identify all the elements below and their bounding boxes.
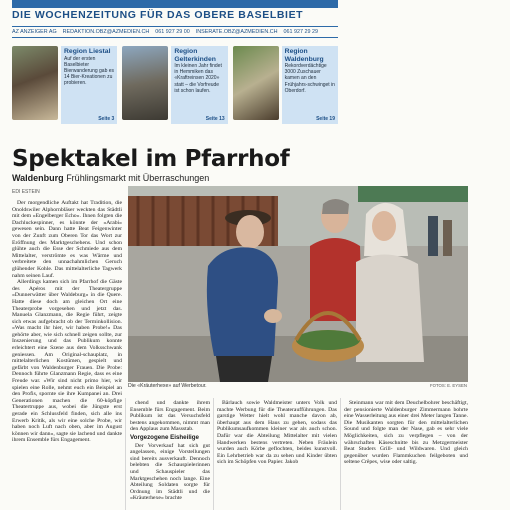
teaser-title: Region Gelterkinden bbox=[174, 48, 216, 63]
column-rule bbox=[340, 398, 341, 510]
teaser-strip bbox=[12, 46, 338, 124]
ads-email: INSERATE.OBZ@AZMEDIEN.CH bbox=[195, 29, 278, 35]
article-paragraph: Steinmann war mit dem Deuchelbohrer beschäftigt, der pensionierte Waldenburger Zimmermann bohrte eine Wasserleitung aus einer drei Meter langen Tanne. Die Musikanten sorgten für den mittelalterlichen Sound und folgte man der Nase, gab es sehr viele Möglichkeiten, sich zu verpflegen – von der währschaften Käseschnitte bis zu Metzgermeister Beat Studers Grill- und Wildwaren. Und gleich gegenüber wurden Flammkuchen feilgeboten und seltene Crêpes, wise oder saltig. bbox=[344, 400, 468, 466]
teaser-photo bbox=[233, 46, 279, 120]
photo-caption: Die «Kräuterhexe» auf Werbetour. bbox=[128, 383, 207, 389]
article-column-2 bbox=[130, 400, 210, 510]
masthead-contacts bbox=[12, 26, 338, 38]
article-paragraph: Der morgendliche Auftakt hat Tradition, die Onoldswiler Alphornbläser weckten das Städtli mit dem «Engelberger Echo». Ihnen folgten die Dachluckespinner, es könnte der «Arabi» gewesen sein. Dann hatte Beat Feigenwinter von der Zunft zum Oberen Tor das Wort zur Eröffnung des Marktgeschehens. Und schon glühte auch die Esse der Schmiede aus dem Mittelalter, verströmte es was Wärme und verbreitete den unnachahmlichen Geruch glühender Kohle. Das mittelalterliche Tagwerk nahm seinen Lauf. bbox=[12, 200, 122, 279]
teaser-text: Auf der ersten Baselbieter Bierwanderung gab es 14 Bier-Kreationen zu probieren. bbox=[64, 55, 115, 87]
article-location: Waldenburg bbox=[12, 173, 64, 183]
teaser-box bbox=[171, 46, 227, 124]
market-scene-illustration bbox=[128, 186, 468, 382]
teaser-title: Region Liestal bbox=[64, 48, 111, 55]
teaser-gelterkinden[interactable] bbox=[122, 46, 227, 124]
teaser-text: Im kleinen Jahr findet in Hemmiken das «Kraftreinsen 2020» statt – die Vorfreude ist schon laufen. bbox=[174, 63, 222, 94]
editorial-email: REDAKTION.OBZ@AZMEDIEN.CH bbox=[62, 29, 150, 35]
article-paragraph: Allerdings kamen sich im Pfarrhof die Gäste des Apéros mit der Theatergruppe «Dunnerwätter über Waldeburg» in die Quere. Hatte diese doch am gleichen Ort eine Theaterprobe vorgesehen und jetzt das. Manuela Glanzmann, die Regie führt, zeigte sich etwas aufgebracht ob der Terminkollision. «Was macht ihr hier, wir haben Probe!» Das gehörte aber, wie sich schnell zeigen sollte, zur Inszenierung und das Publikum konnte erleichtert eine Szene aus dem Volksschwank geniessen. Am Original-schauplatz, in mittelalterlichen Kostümen, gespielt und gefärbt von Waldenburger Frauen. Die Probe: Dennoch führte Glanzmann Regie, dass es eine Freude war. «Wir sind nicht primo hier, wir spielen eine Rolle, nehmt euch ein Beispiel an den Profis, spornte sie ihre Kumpanei an. Drei Generationen machen die 60-köpfige Theatertruppe aus, wobei die Jüngste erst gerade ein Schlussfeld finden, sich alle ins Erwerb Kritik, als wir eine solche Probe, wir haben noch Luft nach oben, aber im August können wir dann», sagte sie lachend und dankte ihrem Ensemble fürs Engagement. bbox=[12, 279, 122, 444]
ads-phone: 061 927 29 29 bbox=[283, 29, 318, 35]
teaser-waldenburg[interactable] bbox=[233, 46, 338, 124]
article-subline bbox=[12, 173, 209, 183]
article-subtitle: Frühlingsmarkt mit Überraschungen bbox=[66, 173, 210, 183]
article-paragraph: chend und dankte ihrem Ensemble fürs Engagement. Beim Publikum ist das Versuchsfeld bestens angekommen, nimmt man den Applaus zum Massstab. bbox=[130, 400, 210, 433]
teaser-page: Seite 13 bbox=[205, 115, 225, 122]
article-column-3 bbox=[217, 400, 337, 510]
article-column-1 bbox=[12, 200, 122, 510]
masthead-title: DIE WOCHENZEITUNG FÜR DAS OBERE BASELBIET bbox=[12, 9, 304, 21]
article-paragraph: Der Vorverkauf hat sich gut angelassen, einige Vorstellungen sind bereits ausverkauft. Dennoch belebten die Schauspielerinnen und Schauspieler das Marktgeschehen noch lange. Eine Abteilung Soldaten sorgte für Ordnung im Städtli und die «Kräuterhexe» brachte bbox=[130, 442, 210, 502]
teaser-title: Region Waldenburg bbox=[284, 48, 324, 63]
article-photo bbox=[128, 186, 468, 382]
teaser-box bbox=[61, 46, 117, 124]
teaser-liestal[interactable] bbox=[12, 46, 117, 124]
column-rule bbox=[213, 398, 214, 510]
article-headline: Spektakel im Pfarrhof bbox=[12, 146, 290, 172]
teaser-photo bbox=[122, 46, 168, 120]
teaser-page: Seite 3 bbox=[98, 115, 115, 122]
section-heading: Vorgezogene Eisheilige bbox=[130, 433, 199, 441]
teaser-box bbox=[282, 46, 338, 124]
article-paragraph: Bärlauch sowie Waldmeister unters Volk und machte Werbung für die Theateraufführungen. Das garstige Wetter hielt wohl manche davon ab, überhaupt aus dem Haus zu gehen, sodass das Publikumsaufkommen kleiner war als auch schon. Dafür war die Abteilung Mittelalter mit vielen Handwerken bestens vertreten. Neben Fräulein wurden auch Körbe geflochten, beides kunstvoll. Ein Lehrbetrieb war da zu sehen und Kinder übten sich im Schöpfen von Papier. Jakob bbox=[217, 400, 337, 466]
teaser-photo bbox=[12, 46, 58, 120]
editorial-phone: 061 927 29 00 bbox=[155, 29, 190, 35]
teaser-page: Seite 19 bbox=[316, 115, 335, 122]
article-byline: EDI ESTEIN bbox=[12, 189, 40, 195]
teaser-text: Rekordverdächtige 3000 Zuschauer kamen an den Frühjahrs-schwinget in Oberdorf. bbox=[284, 63, 335, 94]
photo-credit: FOTOS: E. EYSEN bbox=[430, 383, 467, 388]
article-column-4 bbox=[344, 400, 468, 510]
column-rule bbox=[125, 398, 126, 510]
masthead-band bbox=[12, 0, 338, 8]
publisher-name: AZ ANZEIGER AG bbox=[12, 29, 57, 35]
